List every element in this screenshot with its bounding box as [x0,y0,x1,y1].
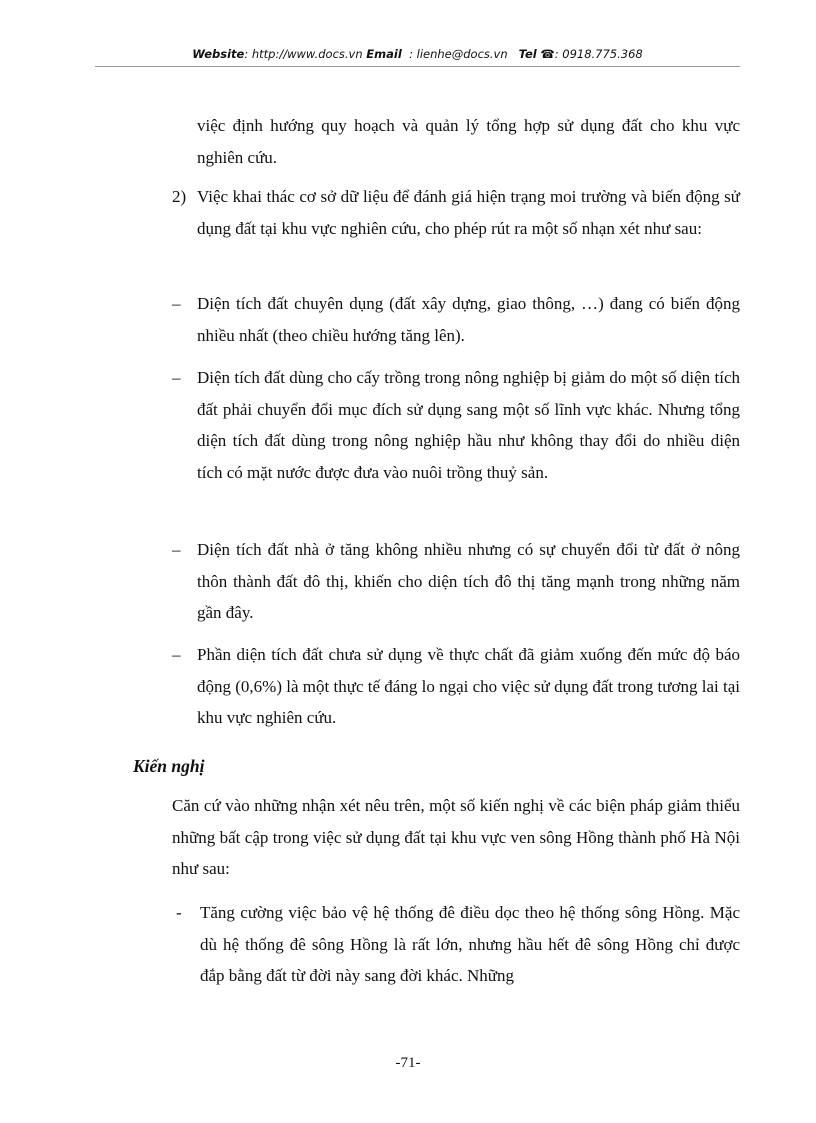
bullet-dash: – [172,645,181,664]
continuation-paragraph: việc định hướng quy hoạch và quản lý tổng hợp sử dụng đất cho khu vực nghiên cứu. [197,116,740,167]
tel-label: Tel [518,47,537,61]
website-value: : http://www.docs.vn [244,47,363,61]
page-header [95,47,740,61]
bullet-dash: – [172,540,181,559]
website-label: Website [192,47,245,61]
email-value: : lienhe@docs.vn [409,47,508,61]
bullet-paragraph-3: Diện tích đất nhà ở tăng không nhiều nhưng có sự chuyển đổi từ đất ở nông thôn thành đất đô thị, khiến cho diện tích đô thị tăng mạnh trong những năm gần đây. [197,540,740,622]
bullet-paragraph-2: Diện tích đất dùng cho cấy trồng trong nông nghiệp bị giảm do một số diện tích đất phải chuyển đổi mục đích sử dụng sang một số lĩnh vực khác. Nhưng tổng diện tích đất dùng trong nông nghiệp hầu như không thay đổi do nhiều diện tích có mặt nước được đưa vào nuôi trồng thuỷ sản. [197,368,740,482]
tel-value: : 0918.775.368 [554,47,643,61]
recommendation-paragraph: Tăng cường việc bảo vệ hệ thống đê điều dọc theo hệ thống sông Hồng. Mặc dù hệ thống đê sông Hồng là rất lớn, nhưng hầu hết đê sông Hồng chỉ được đắp bằng đất từ đời này sang đời khác. Những [200,903,740,985]
bullet-dash: – [172,368,181,387]
section-heading: Kiến nghị [133,756,205,776]
bullet-dash: – [172,294,181,313]
page-number: -71- [395,1055,421,1071]
header-divider [95,66,740,67]
email-label: Email [366,47,402,61]
intro-paragraph: Căn cứ vào những nhận xét nêu trên, một số kiến nghị về các biện pháp giảm thiểu những bất cập trong việc sử dụng đất tại khu vực ven sông Hồng thành phố Hà Nội như sau: [172,796,740,878]
recommendation-marker: - [176,903,182,922]
bullet-paragraph-1: Diện tích đất chuyên dụng (đất xây dựng, giao thông, …) đang có biến động nhiều nhất (theo chiều hướng tăng lên). [197,294,740,345]
item-2-marker: 2) [172,187,187,206]
phone-icon: ☎ [540,47,555,61]
bullet-paragraph-4: Phần diện tích đất chưa sử dụng về thực chất đã giảm xuống đến mức độ báo động (0,6%) là một thực tế đáng lo ngại cho việc sử dụng đất trong tương lai tại khu vực nghiên cứu. [197,645,740,727]
item-2-paragraph: Việc khai thác cơ sở dữ liệu để đánh giá hiện trạng moi trường và biến động sử dụng đất tại khu vực nghiên cứu, cho phép rút ra một số nhạn xét như sau: [197,187,740,238]
